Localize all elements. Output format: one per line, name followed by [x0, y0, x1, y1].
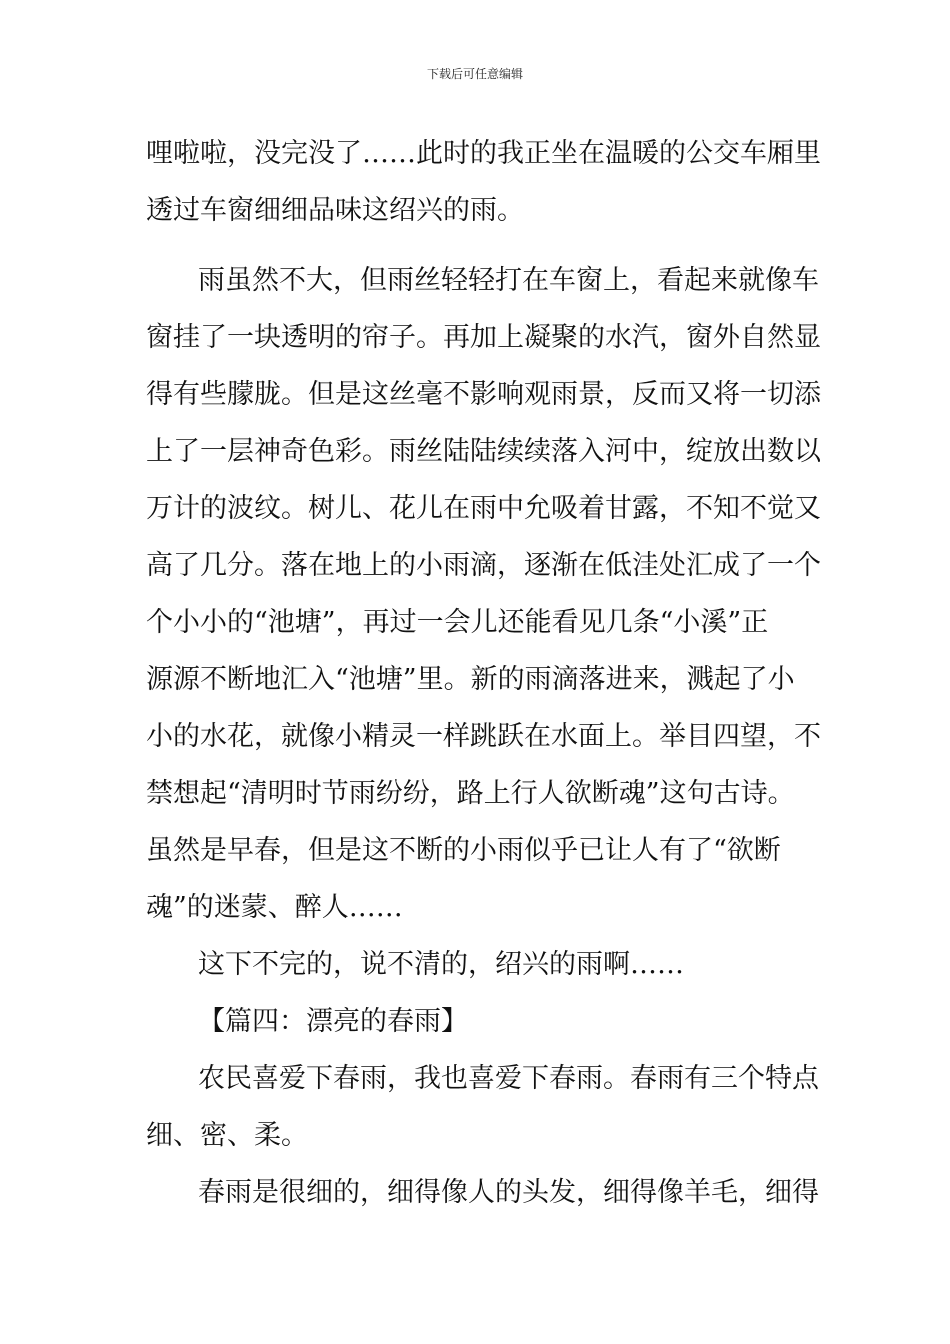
text-line: 细、密、柔。 [146, 1120, 308, 1151]
text-line: 得有些朦胧。但是这丝毫不影响观雨景，反而又将一切添 [146, 379, 821, 410]
text-line: 上了一层神奇色彩。雨丝陆陆续续落入河中，绽放出数以 [146, 436, 821, 467]
section-heading [146, 993, 806, 1050]
paragraph [146, 1164, 819, 1221]
text-line: 虽然是早春，但是这不断的小雨似乎已让人有了“欲断 [146, 835, 781, 866]
text-line: 哩啦啦，没完没了……此时的我正坐在温暖的公交车厢里 [146, 138, 821, 169]
text-line: 【篇四：漂亮的春雨】 [198, 1006, 468, 1037]
text-line: 源源不断地汇入“池塘”里。新的雨滴落进来，溅起了小 [146, 664, 795, 695]
paragraph [146, 1050, 819, 1164]
text-line: 农民喜爱下春雨，我也喜爱下春雨。春雨有三个特点 [198, 1063, 819, 1094]
text-line: 高了几分。落在地上的小雨滴，逐渐在低洼处汇成了一个 [146, 550, 821, 581]
text-line: 这下不完的，说不清的，绍兴的雨啊…… [198, 949, 684, 980]
paragraph [146, 125, 821, 239]
text-line: 禁想起“清明时节雨纷纷，路上行人欲断魂”这句古诗。 [146, 778, 795, 809]
text-line: 万计的波纹。树儿、花儿在雨中允吸着甘露，不知不觉又 [146, 493, 821, 524]
text-line: 春雨是很细的，细得像人的头发，细得像羊毛，细得 [198, 1177, 819, 1208]
page-header: 下载后可任意编辑 [426, 67, 523, 81]
document-body [146, 125, 821, 1221]
text-line: 魂”的迷蒙、醉人…… [146, 892, 403, 923]
text-line: 个小小的“池塘”，再过一会儿还能看见几条“小溪”正 [146, 607, 769, 638]
text-line: 窗挂了一块透明的帘子。再加上凝聚的水汽，窗外自然显 [146, 322, 821, 353]
paragraph [146, 936, 806, 993]
paragraph [146, 252, 821, 936]
text-line: 透过车窗细细品味这绍兴的雨。 [146, 195, 524, 226]
text-line: 小的水花，就像小精灵一样跳跃在水面上。举目四望，不 [146, 721, 821, 752]
text-line: 雨虽然不大，但雨丝轻轻打在车窗上，看起来就像车 [198, 265, 819, 296]
